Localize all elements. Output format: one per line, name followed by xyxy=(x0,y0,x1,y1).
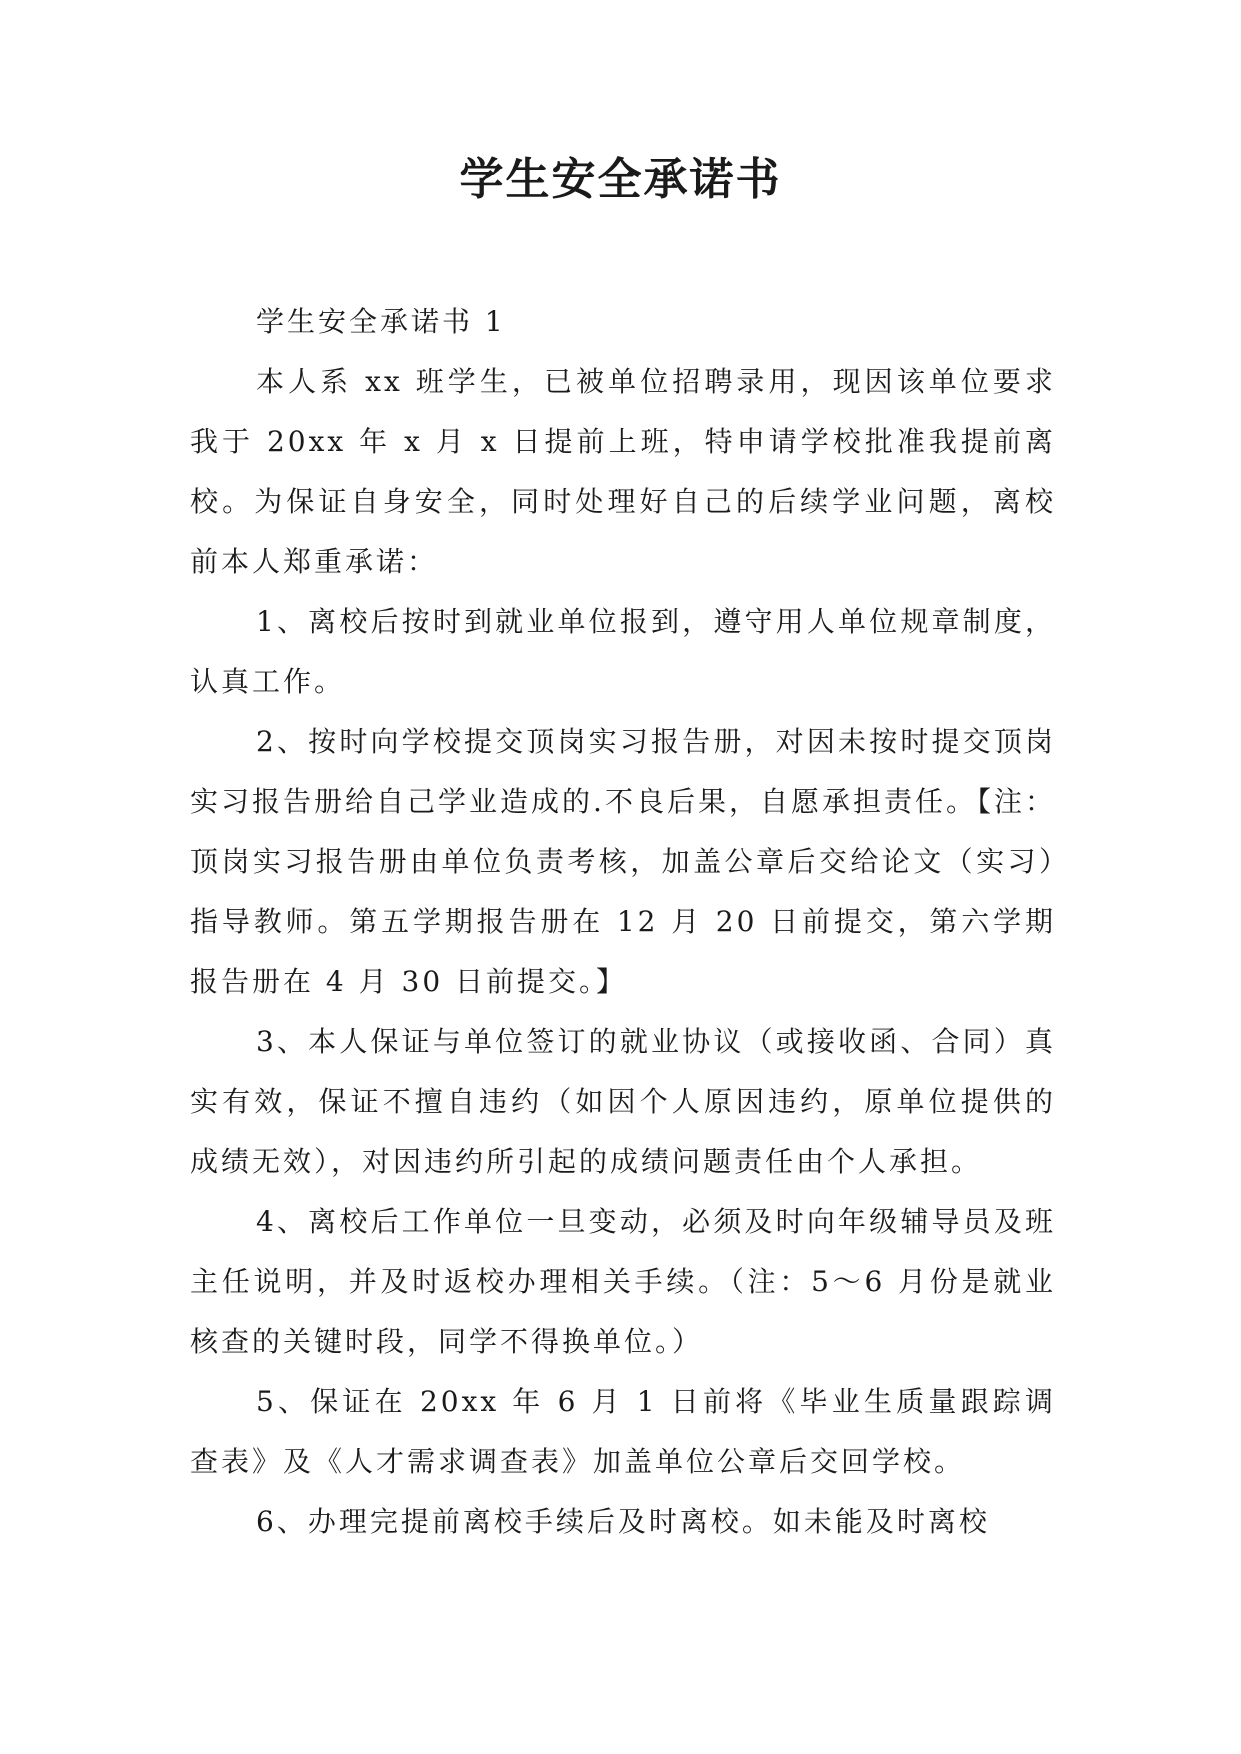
intro-paragraph: 本人系 xx 班学生，已被单位招聘录用，现因该单位要求我于 20xx 年 x 月 x 日提前上班，特申请学校批准我提前离校。为保证自身安全，同时处理好自己的后续学业问题，离校前本人郑重承诺： xyxy=(190,365,1056,578)
commitment-item-1: 1、离校后按时到就业单位报到，遵守用人单位规章制度，认真工作。 xyxy=(190,605,1056,698)
commitment-item-2: 2、按时向学校提交顶岗实习报告册，对因未按时提交顶岗实习报告册给自己学业造成的.不良后果，自愿承担责任。【注：顶岗实习报告册由单位负责考核，加盖公章后交给论文（实习）指导教师。第五学期报告册在 12 月 20 日前提交，第六学期报告册在 4 月 30 日前提交。】 xyxy=(190,725,1056,998)
commitment-item-3: 3、本人保证与单位签订的就业协议（或接收函、合同）真实有效，保证不擅自违约（如因个人原因违约，原单位提供的成绩无效），对因违约所引起的成绩问题责任由个人承担。 xyxy=(190,1025,1056,1178)
commitment-item-4: 4、离校后工作单位一旦变动，必须及时向年级辅导员及班主任说明，并及时返校办理相关手续。（注：5～6 月份是就业核查的关键时段，同学不得换单位。） xyxy=(190,1205,1056,1358)
commitment-item-5: 5、保证在 20xx 年 6 月 1 日前将《毕业生质量跟踪调查表》及《人才需求调查表》加盖单位公章后交回学校。 xyxy=(190,1385,1056,1478)
section-heading: 学生安全承诺书 1 xyxy=(256,305,506,338)
document-body xyxy=(190,292,1056,1552)
document-title: 学生安全承诺书 xyxy=(459,154,782,205)
commitment-item-6: 6、办理完提前离校手续后及时离校。如未能及时离校 xyxy=(256,1505,990,1538)
